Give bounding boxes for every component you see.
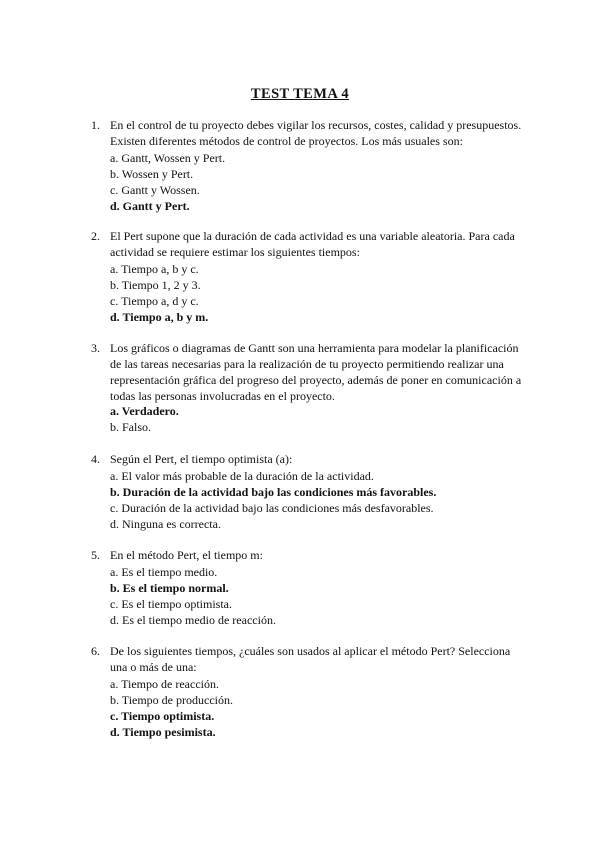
question-number: 1. (91, 118, 100, 132)
option-list (110, 403, 179, 435)
option-c: c. Gantt y Wossen. (110, 183, 200, 197)
question-line: todas las personas involucradas en el proyecto. (110, 389, 335, 403)
question-text (110, 117, 530, 149)
option-b: b. Es el tiempo normal. (110, 581, 229, 595)
question-number: 3. (91, 341, 100, 355)
option-c: c. Tiempo optimista. (110, 709, 215, 723)
option-b: b. Tiempo 1, 2 y 3. (110, 278, 201, 292)
question-line: El Pert supone que la duración de cada actividad es una variable aleatoria. Para cada (110, 229, 515, 243)
option-a: a. Verdadero. (110, 404, 179, 418)
question-line: En el método Pert, el tiempo m: (110, 548, 263, 562)
option-a: a. Tiempo de reacción. (110, 677, 219, 691)
question-line: una o más de una: (110, 660, 197, 674)
option-list (110, 261, 208, 325)
option-c: c. Tiempo a, d y c. (110, 294, 199, 308)
question-text (110, 340, 530, 404)
option-d: d. Gantt y Pert. (110, 199, 190, 213)
option-d: d. Tiempo a, b y m. (110, 310, 209, 324)
question-line: actividad se requiere estimar los siguientes tiempos: (110, 245, 360, 259)
option-a: a. Es el tiempo medio. (110, 565, 218, 579)
question-text (110, 228, 530, 260)
option-d: d. Tiempo pesimista. (110, 725, 216, 739)
option-d: d. Es el tiempo medio de reacción. (110, 613, 276, 627)
option-c: c. Duración de la actividad bajo las condiciones más desfavorables. (110, 501, 434, 515)
question-number: 6. (91, 644, 100, 658)
question-text (110, 547, 530, 563)
question-text (110, 643, 530, 675)
question-number: 2. (91, 229, 100, 243)
question-line: Existen diferentes métodos de control de proyectos. Los más usuales son: (110, 134, 463, 148)
option-c: c. Es el tiempo optimista. (110, 597, 232, 611)
question-line: Los gráficos o diagramas de Gantt son una herramienta para modelar la planificación (110, 341, 519, 355)
question-number: 4. (91, 452, 100, 466)
page-title: TEST TEMA 4 (250, 86, 350, 102)
question-line: En el control de tu proyecto debes vigilar los recursos, costes, calidad y presupuestos. (110, 118, 522, 132)
option-list (110, 564, 276, 628)
option-d: d. Ninguna es correcta. (110, 517, 221, 531)
option-list (110, 676, 233, 740)
question-line: Según el Pert, el tiempo optimista (a): (110, 452, 293, 466)
option-a: a. Gantt, Wossen y Pert. (110, 151, 226, 165)
option-a: a. El valor más probable de la duración de la actividad. (110, 469, 374, 483)
option-b: b. Falso. (110, 420, 152, 434)
question-number: 5. (91, 548, 100, 562)
option-a: a. Tiempo a, b y c. (110, 262, 199, 276)
question-line: representación gráfica del progreso del proyecto, además de poner en comunicación a (110, 373, 522, 387)
question-text (110, 451, 530, 467)
option-b: b. Duración de la actividad bajo las condiciones más favorables. (110, 485, 437, 499)
option-b: b. Wossen y Pert. (110, 167, 194, 181)
option-b: b. Tiempo de producción. (110, 693, 233, 707)
question-line: de las tareas necesarias para la realización de tu proyecto permitiendo realizar una (110, 357, 504, 371)
option-list (110, 468, 436, 532)
question-line: De los siguientes tiempos, ¿cuáles son usados al aplicar el método Pert? Selecciona (110, 644, 511, 658)
option-list (110, 150, 225, 214)
